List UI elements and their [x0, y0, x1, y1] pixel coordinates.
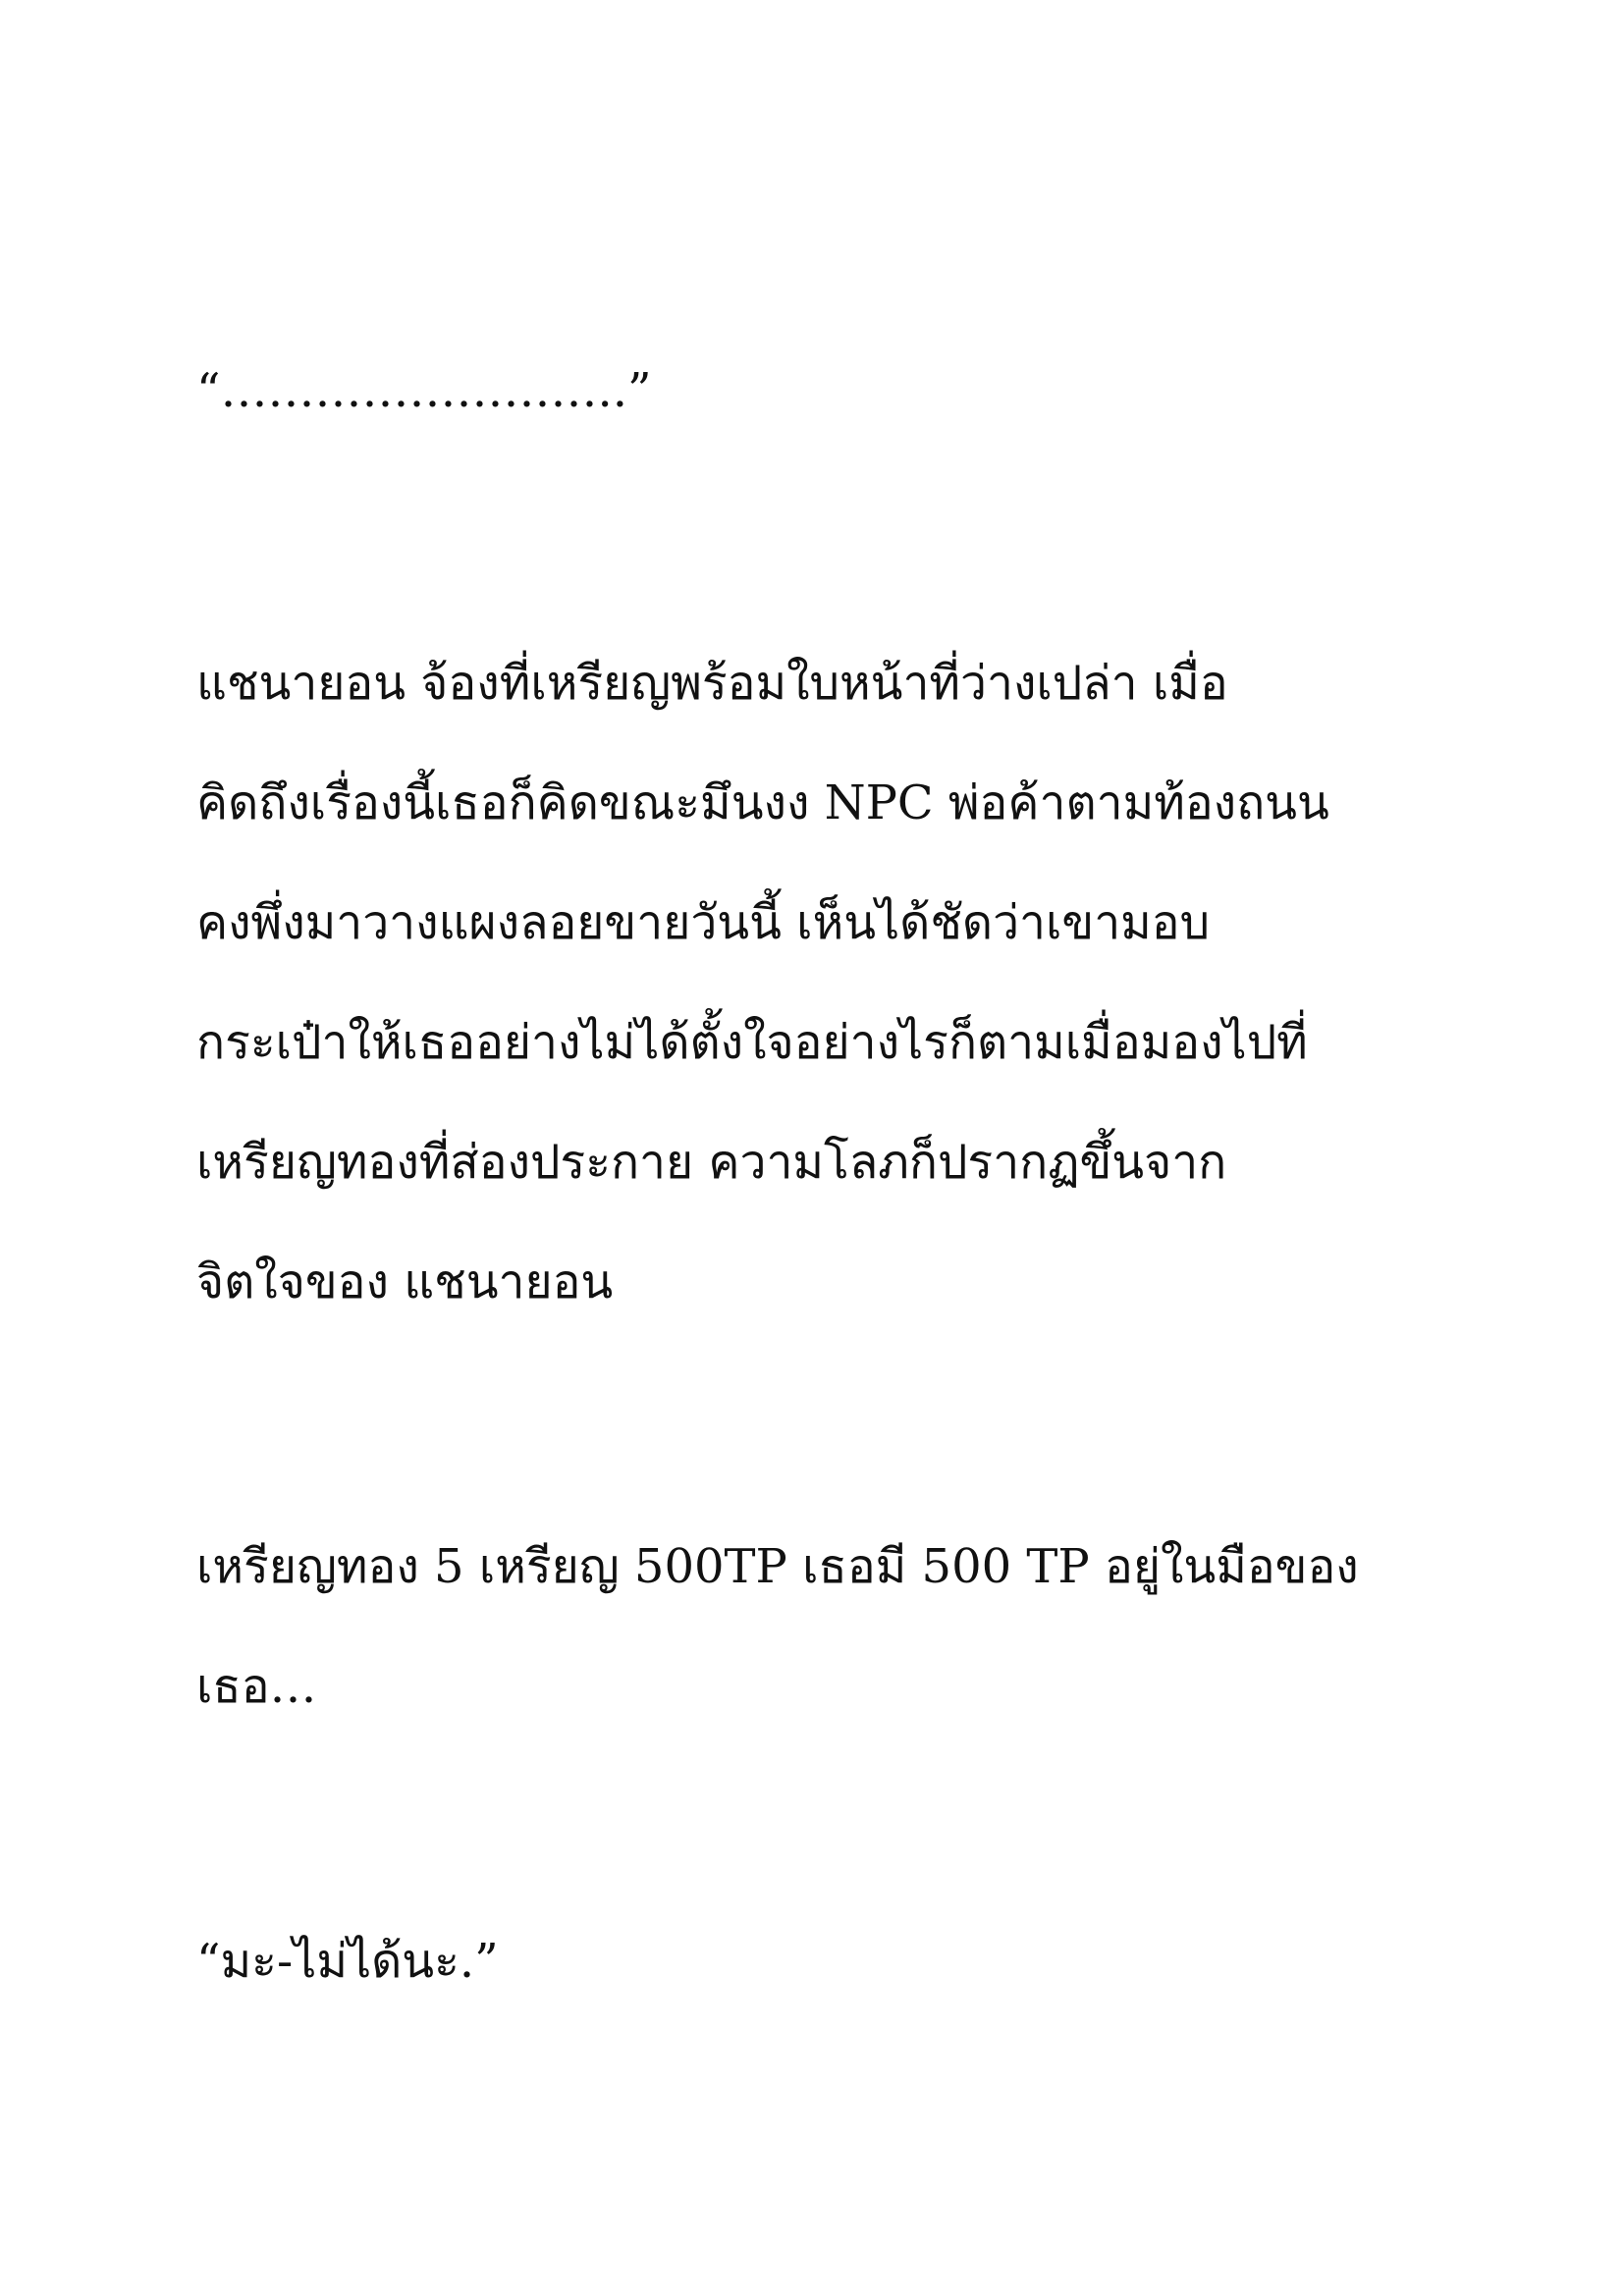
- paragraph-line: คิดถึงเรื่องนี้เธอก็คิดขณะมึนงง NPC พ่อค้าตามท้องถนน: [196, 775, 1329, 830]
- paragraph-line: คงพึ่งมาวางแผงลอยขายวันนี้ เห็นได้ชัดว่าเขามอบ: [196, 895, 1211, 950]
- paragraph-line: จิตใจของ แชนายอน: [196, 1255, 614, 1309]
- dialogue-line: “……………………..”: [196, 363, 652, 418]
- paragraph-line: เธอ…: [196, 1659, 317, 1714]
- paragraph-line: เหรียญทองที่ส่องประกาย ความโลภก็ปรากฏขึ้นจาก: [196, 1135, 1227, 1190]
- paragraph-line: เหรียญทอง 5 เหรียญ 500TP เธอมี 500 TP อยู่ในมือของ: [196, 1539, 1359, 1594]
- paragraph-line: กระเป๋าให้เธออย่างไม่ได้ตั้งใจอย่างไรก็ตามเมื่อมองไปที่: [196, 1015, 1308, 1070]
- dialogue-line: “มะ-ไม่ได้นะ.”: [196, 1934, 499, 1989]
- paragraph-line: แชนายอน จ้องที่เหรียญพร้อมใบหน้าที่ว่างเปล่า เมื่อ: [196, 656, 1228, 711]
